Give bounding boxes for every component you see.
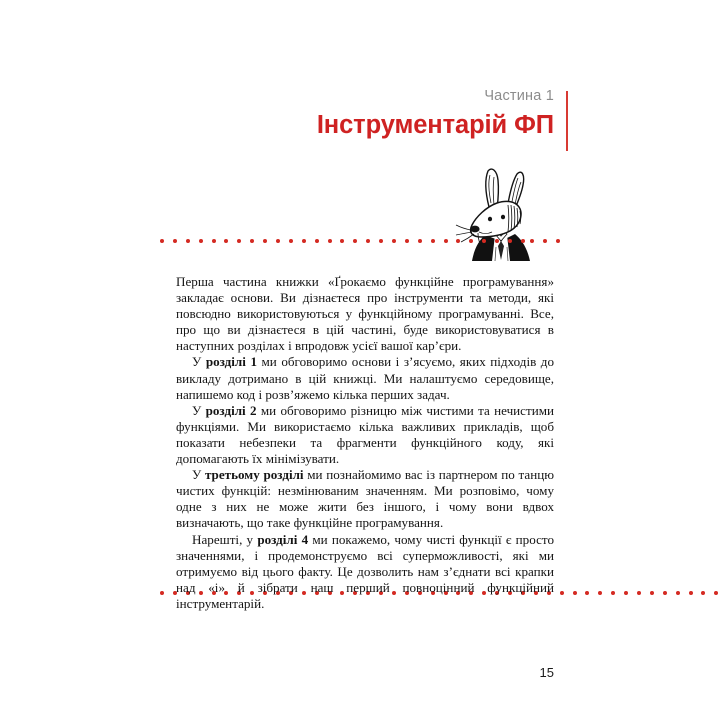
rule-dot — [405, 239, 409, 243]
rule-dot — [379, 239, 383, 243]
text-run: ми познайомимо вас із партнером по танцю чистих функцій: незмінюваним значенням. Ми розповімо, чому одне з них не може жити без іншого, і чому вони вдвох визначають, що таке функційне програмування. — [176, 467, 554, 531]
rule-dot — [302, 239, 306, 243]
rule-dot — [611, 591, 615, 595]
rule-dot — [556, 239, 560, 243]
text-run: ми обговоримо основи і з’ясуємо, яких підходів до викладу дотримано в цій книжці. Ми налаштуємо середовище, напишемо код і розв’яжемо кілька перших задач. — [176, 354, 555, 402]
rule-dot — [482, 239, 486, 243]
text-run: Перша частина книжки «Ґрокаємо функційне програмування» закладає основи. Ви дізнаєтеся про інструменти та методи, які повсюдно використовуються у функційному програмуванні. Все, про що ви дізнаєтеся в цій частині, буде використовуватися в наступних розділах і впродовж усієї вашої кар’єри. — [176, 274, 554, 354]
rule-dot — [456, 239, 460, 243]
rule-dot — [353, 239, 357, 243]
part-eyebrow: Частина 1 — [484, 88, 554, 104]
rule-dot — [186, 239, 190, 243]
rule-dot — [392, 239, 396, 243]
rule-dot — [469, 239, 473, 243]
rule-dot — [663, 591, 667, 595]
rule-dot — [598, 591, 602, 595]
chapter-reference: розділі 4 — [257, 531, 309, 547]
rule-dot — [224, 239, 228, 243]
rule-dot — [431, 239, 435, 243]
rule-dot — [585, 591, 589, 595]
chapter-reference: розділі 2 — [205, 402, 257, 418]
rule-dot — [173, 239, 177, 243]
rule-dot — [328, 239, 332, 243]
rule-dot — [701, 591, 705, 595]
rule-dot — [560, 591, 564, 595]
rule-dot — [650, 591, 654, 595]
rule-dot — [237, 239, 241, 243]
rule-dot — [714, 591, 718, 595]
paragraph-chapter-4 — [176, 532, 554, 612]
text-run: У — [192, 354, 206, 370]
rule-dot — [315, 239, 319, 243]
rule-dot — [289, 239, 293, 243]
chapter-reference: розділі 1 — [205, 354, 257, 370]
rule-dot — [637, 591, 641, 595]
paragraph-chapter-1 — [176, 354, 554, 402]
paragraph-chapter-3 — [176, 467, 554, 531]
rule-dot — [508, 239, 512, 243]
paragraph-chapter-2 — [176, 403, 554, 467]
rule-dot — [199, 239, 203, 243]
text-run: У — [192, 402, 206, 418]
rule-dot — [521, 239, 525, 243]
rule-dot — [263, 239, 267, 243]
dotted-rule-top-left — [160, 239, 525, 243]
rule-dot — [689, 591, 693, 595]
rule-dot — [495, 239, 499, 243]
rule-dot — [160, 239, 164, 243]
rule-dot — [676, 591, 680, 595]
text-run: Нарешті, у — [192, 531, 258, 547]
part-header-vertical-rule — [566, 91, 568, 151]
text-run: ми обговоримо різницю між чистими та нечистими функціями. Ми використаємо кілька важливих прикладів, щоб показати небезпеки та фрагменти функційного коду, які допомагають їх мінімізувати. — [176, 402, 555, 467]
rule-dot — [543, 239, 547, 243]
rule-dot — [573, 591, 577, 595]
rule-dot — [444, 239, 448, 243]
chapter-reference: третьому розділі — [204, 467, 304, 483]
part-title: Інструментарій ФП — [316, 111, 554, 140]
dotted-rule-top-right — [530, 239, 560, 243]
rule-dot — [366, 239, 370, 243]
text-run: У — [192, 467, 205, 483]
part-header — [160, 88, 554, 141]
text-run: ми покажемо, чому чисті функції є просто значеннями, і продемонструємо всі суперможливості, які ми отримуємо від цього факту. Це дозволить нам з’єднати всі крапки над «і» й зібрати наш перший повноцінний функційний інструментарій. — [176, 531, 555, 611]
page-number: 15 — [539, 665, 554, 680]
rabbit-in-suit-illustration — [455, 163, 547, 261]
paragraph-intro — [176, 274, 554, 354]
rule-dot — [624, 591, 628, 595]
rule-dot — [418, 239, 422, 243]
rule-dot — [530, 239, 534, 243]
rule-dot — [212, 239, 216, 243]
rule-dot — [250, 239, 254, 243]
rule-dot — [340, 239, 344, 243]
rule-dot — [276, 239, 280, 243]
body-copy — [176, 274, 554, 612]
rule-dot — [160, 591, 164, 595]
